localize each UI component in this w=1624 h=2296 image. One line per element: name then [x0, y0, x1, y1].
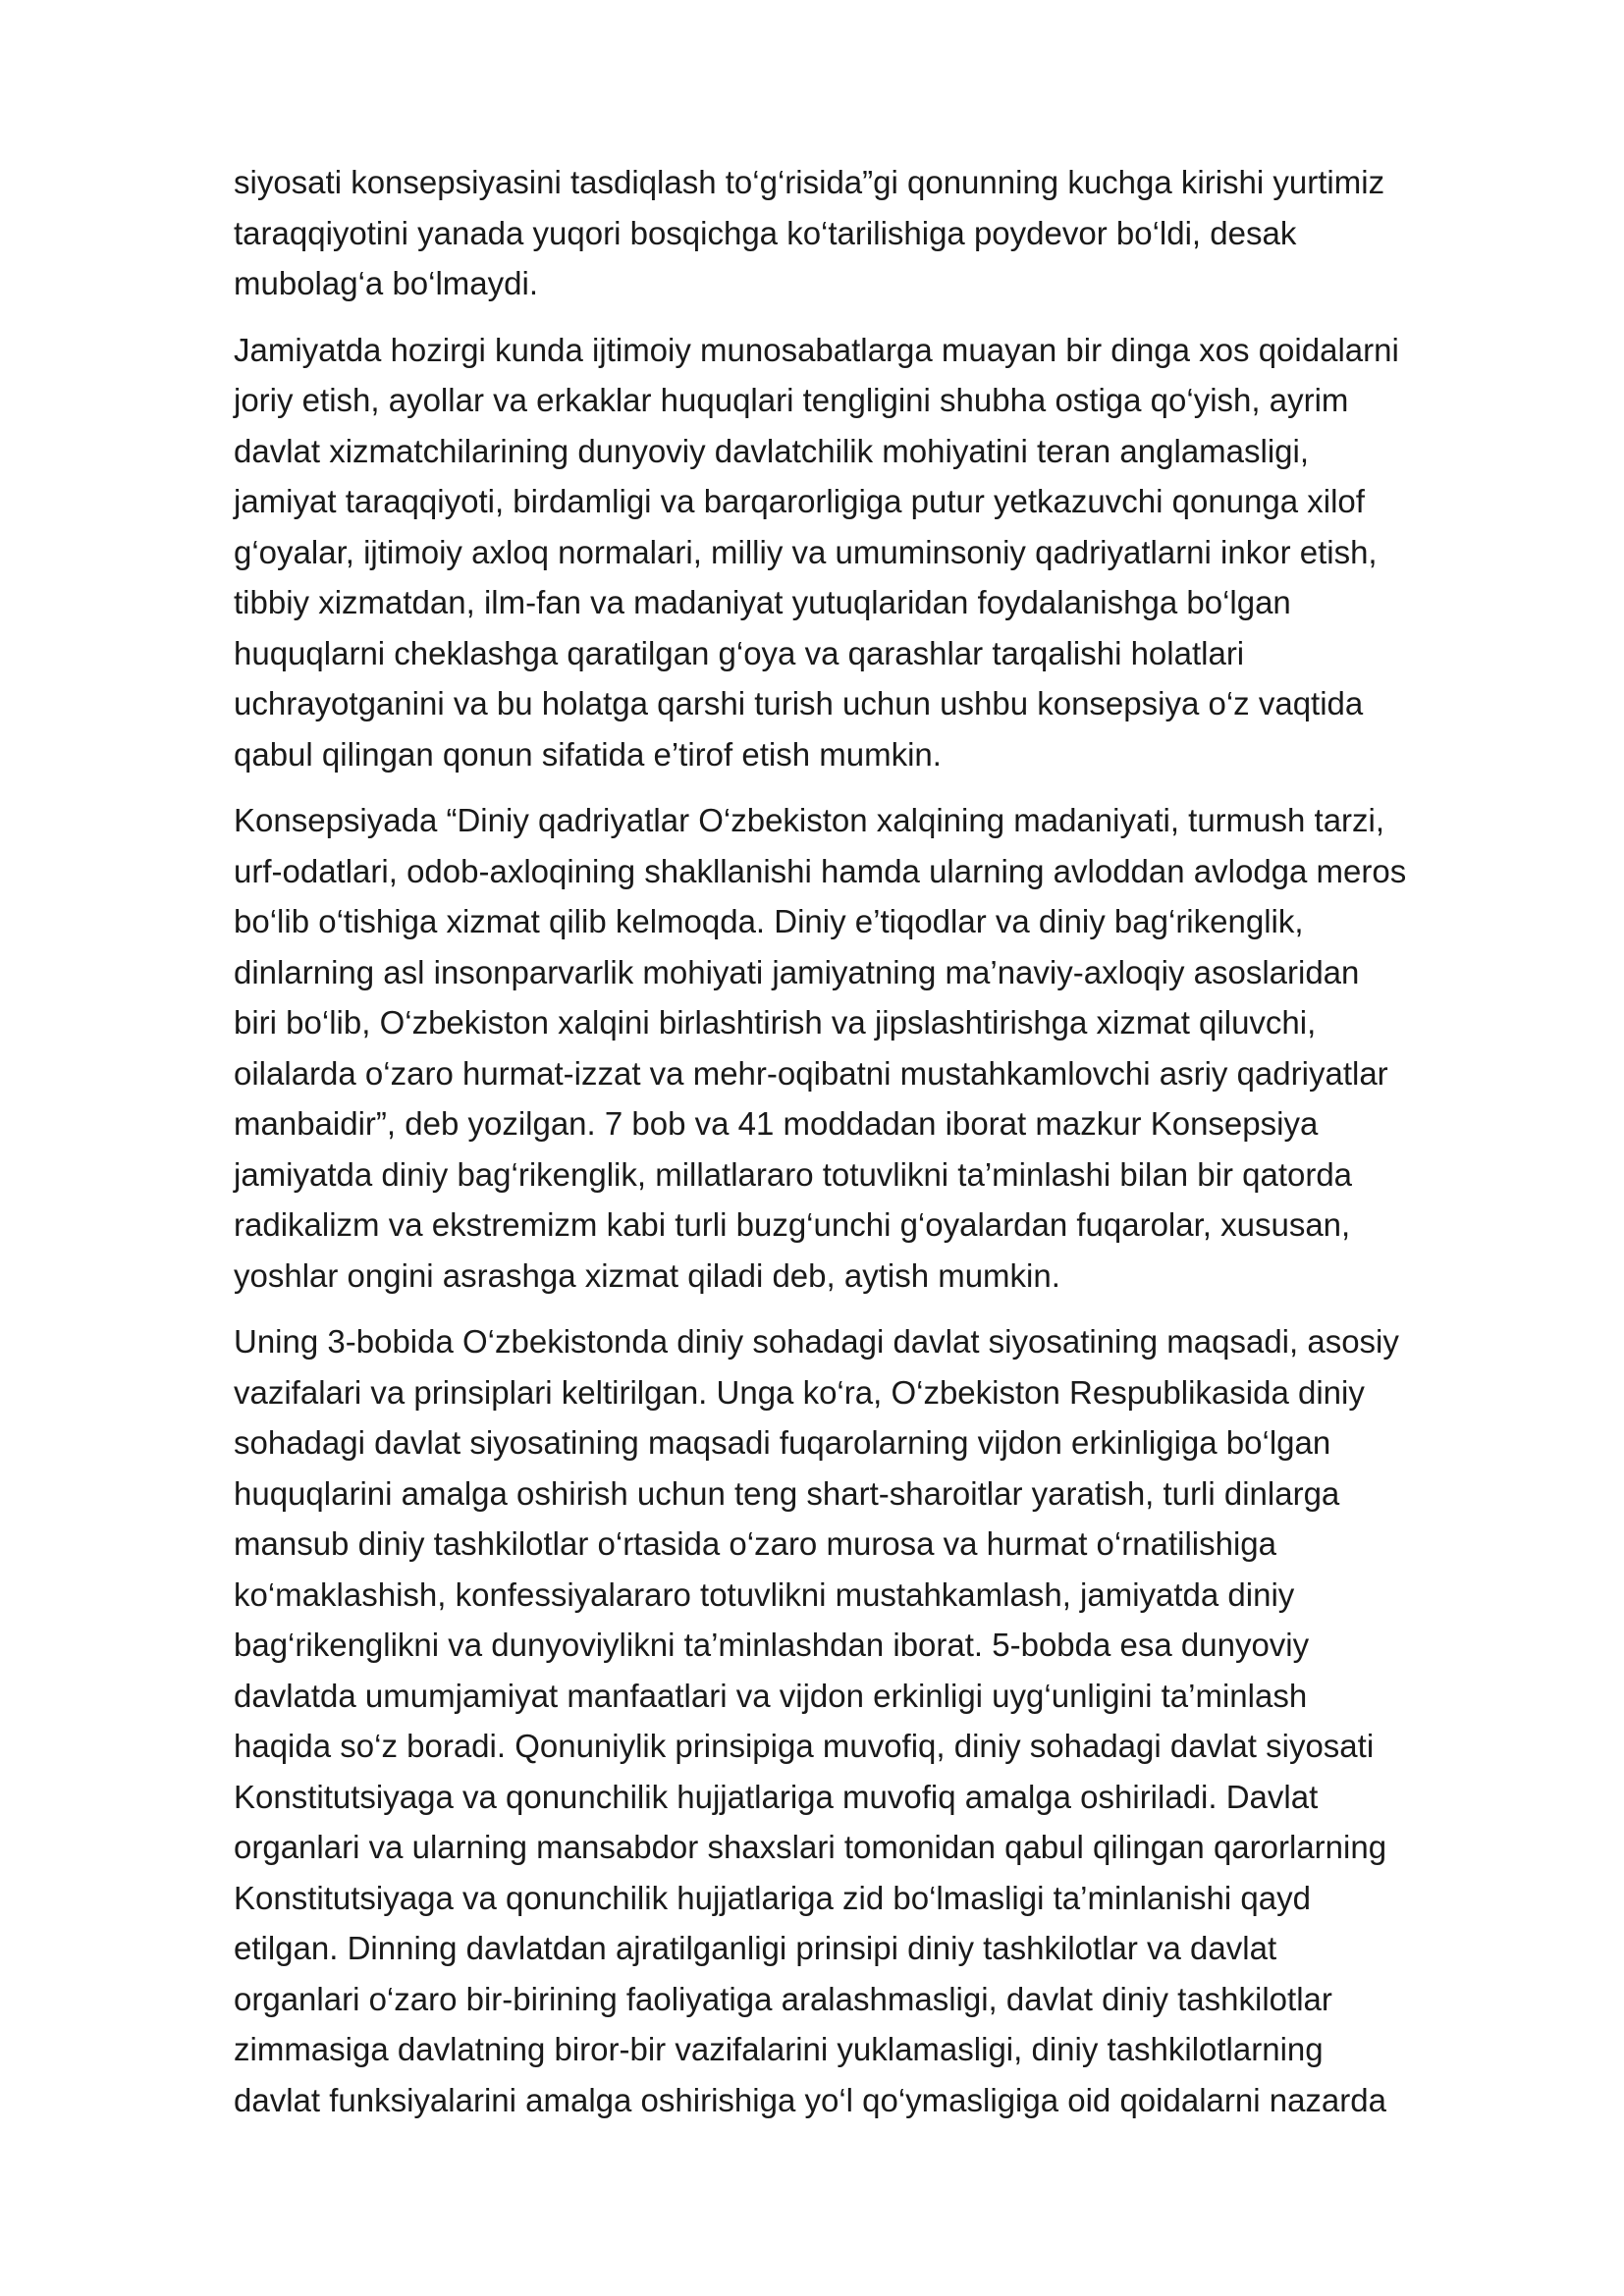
text-line: joriy etish, ayollar va erkaklar huquqlari tengligini shubha ostiga qo‘yish, ayrim: [234, 382, 1349, 418]
text-line: tibbiy xizmatdan, ilm-fan va madaniyat yutuqlaridan foydalanishga bo‘lgan: [234, 584, 1291, 620]
text-line: davlatda umumjamiyat manfaatlari va vijdon erkinligi uyg‘unligini ta’minlash: [234, 1677, 1308, 1714]
text-line: huquqlarni cheklashga qaratilgan g‘oya va qarashlar tarqalishi holatlari: [234, 634, 1245, 671]
text-line: Konstitutsiyaga va qonunchilik hujjatlariga muvofiq amalga oshiriladi. Davlat: [234, 1778, 1319, 1815]
text-line: jamiyat taraqqiyoti, birdamligi va barqarorligiga putur yetkazuvchi qonunga xilof: [234, 483, 1365, 519]
paragraph-4: [234, 1316, 1530, 2125]
text-line: biri bo‘lib, O‘zbekiston xalqini birlashtirish va jipslashtirishga xizmat qiluvchi,: [234, 1004, 1317, 1041]
text-line: Uning 3-bobida O‘zbekistonda diniy sohadagi davlat siyosatining maqsadi, asosiy: [234, 1323, 1399, 1360]
text-line: davlat xizmatchilarining dunyoviy davlatchilik mohiyatini teran anglamasligi,: [234, 432, 1310, 469]
paragraph-2: [234, 325, 1530, 780]
text-line: ko‘maklashish, konfessiyalararo totuvlikni mustahkamlash, jamiyatda diniy: [234, 1575, 1295, 1613]
text-line: g‘oyalar, ijtimoiy axloq normalari, milliy va umuminsoniy qadriyatlarni inkor etish,: [234, 533, 1378, 570]
text-line: bo‘lib o‘tishiga xizmat qilib kelmoqda. Diniy e’tiqodlar va diniy bag‘rikenglik,: [234, 903, 1304, 939]
text-line: siyosati konsepsiyasini tasdiqlash to‘g‘risida”gi qonunning kuchga kirishi yurtimiz: [234, 164, 1385, 200]
text-line: taraqqiyotini yanada yuqori bosqichga ko‘tarilishiga poydevor bo‘ldi, desak: [234, 214, 1297, 251]
text-line: yoshlar ongini asrashga xizmat qiladi deb, aytish mumkin.: [234, 1256, 1060, 1294]
text-line: organlari o‘zaro bir-birining faoliyatiga aralashmasligi, davlat diniy tashkilotlar: [234, 1980, 1332, 2017]
text-line: organlari va ularning mansabdor shaxslari tomonidan qabul qilingan qarorlarning: [234, 1829, 1387, 1865]
text-line: huquqlarini amalga oshirish uchun teng shart-sharoitlar yaratish, turli dinlarga: [234, 1474, 1340, 1512]
text-line: urf-odatlari, odob-axloqining shakllanishi hamda ularning avloddan avlodga meros: [234, 852, 1407, 889]
text-line: oilalarda o‘zaro hurmat-izzat va mehr-oqibatni mustahkamlovchi asriy qadriyatlar: [234, 1054, 1388, 1092]
text-line: radikalizm va ekstremizm kabi turli buzg‘unchi g‘oyalardan fuqarolar, xususan,: [234, 1206, 1351, 1243]
text-line: zimmasiga davlatning biror-bir vazifalarini yuklamasligi, diniy tashkilotlarning: [234, 2031, 1324, 2067]
paragraph-3: [234, 795, 1530, 1301]
paragraph-1: [234, 157, 1530, 309]
text-line: Konsepsiyada “Diniy qadriyatlar O‘zbekiston xalqining madaniyati, turmush tarzi,: [234, 802, 1385, 838]
text-line: dinlarning asl insonparvarlik mohiyati jamiyatning ma’naviy-axloqiy asoslaridan: [234, 953, 1360, 990]
text-line: manbaidir”, deb yozilgan. 7 bob va 41 moddadan iborat mazkur Konsepsiya: [234, 1105, 1319, 1142]
text-line: mubolag‘a bo‘lmaydi.: [234, 265, 539, 301]
text-line: sohadagi davlat siyosatining maqsadi fuqarolarning vijdon erkinligiga bo‘lgan: [234, 1424, 1331, 1461]
text-line: bag‘rikenglikni va dunyoviylikni ta’minlashdan iborat. 5-bobda esa dunyoviy: [234, 1627, 1310, 1663]
text-line: Konstitutsiyaga va qonunchilik hujjatlariga zid bo‘lmasligi ta’minlanishi qayd: [234, 1879, 1311, 1916]
text-line: mansub diniy tashkilotlar o‘rtasida o‘zaro murosa va hurmat o‘rnatilishiga: [234, 1525, 1276, 1562]
text-line: jamiyatda diniy bag‘rikenglik, millatlararo totuvlikni ta’minlashi bilan bir qatorda: [234, 1155, 1353, 1193]
text-line: haqida so‘z boradi. Qonuniylik prinsipiga muvofiq, diniy sohadagi davlat siyosati: [234, 1728, 1375, 1764]
text-line: davlat funksiyalarini amalga oshirishiga yo‘l qo‘ymasligiga oid qoidalarni nazarda: [234, 2081, 1386, 2118]
text-line: vazifalari va prinsiplari keltirilgan. Unga ko‘ra, O‘zbekiston Respublikasida diniy: [234, 1373, 1365, 1411]
text-line: etilgan. Dinning davlatdan ajratilganligi prinsipi diniy tashkilotlar va davlat: [234, 1930, 1277, 1966]
document-page: [234, 157, 1530, 2141]
text-line: uchrayotganini va bu holatga qarshi turish uchun ushbu konsepsiya o‘z vaqtida: [234, 685, 1364, 721]
text-line: Jamiyatda hozirgi kunda ijtimoiy munosabatlarga muayan bir dinga xos qoidalarni: [234, 331, 1399, 368]
text-line: qabul qilingan qonun sifatida e’tirof etish mumkin.: [234, 735, 942, 773]
